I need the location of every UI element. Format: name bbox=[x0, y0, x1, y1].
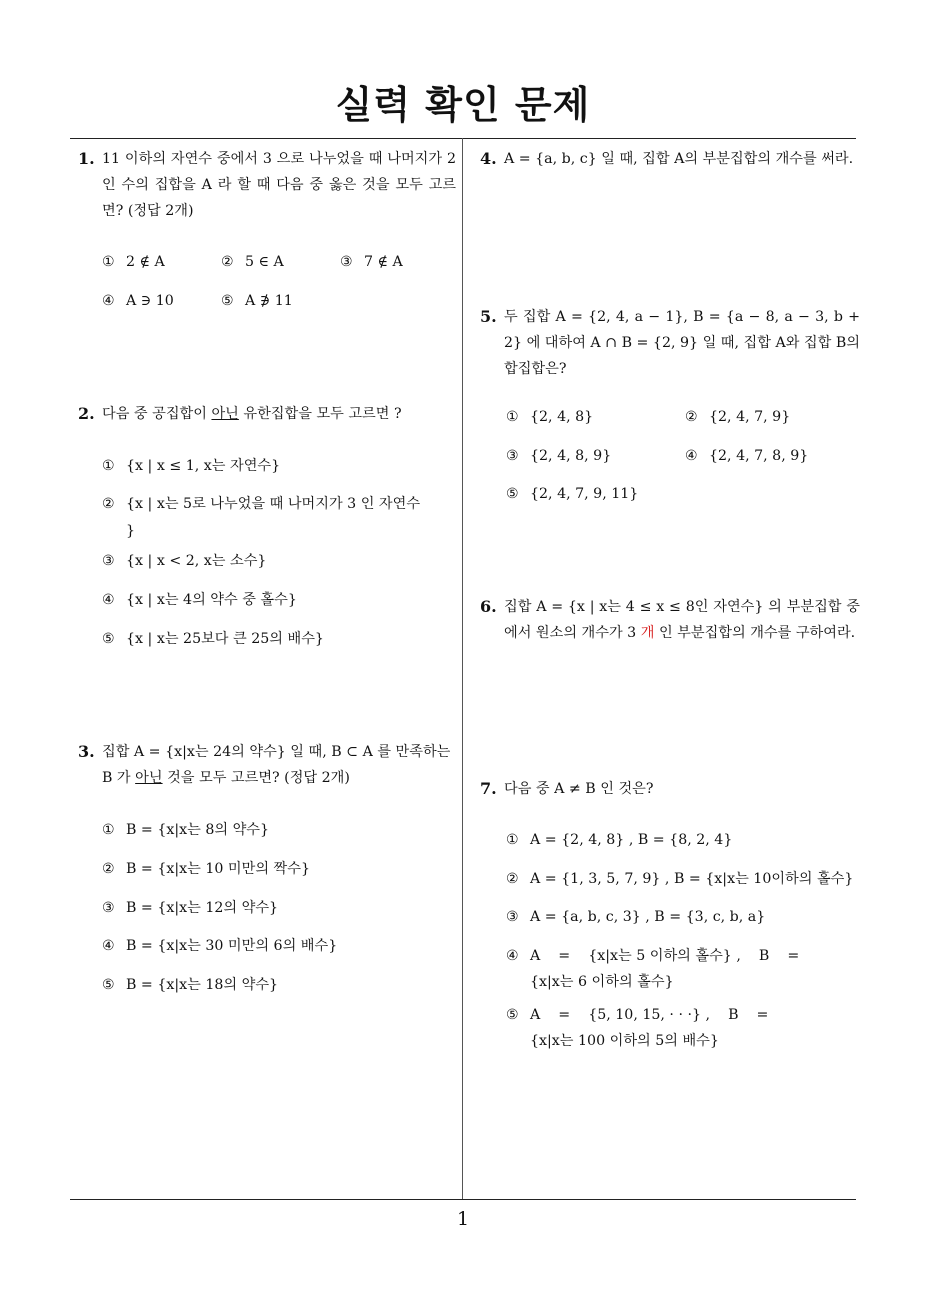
option-5[interactable]: ⑤ {x | x는 25보다 큰 25의 배수} bbox=[102, 631, 324, 647]
option-1[interactable]: ① 2 ∉ A bbox=[102, 254, 165, 270]
problem-1 bbox=[78, 146, 456, 224]
option-text: B = {x|x는 10 미만의 짝수} bbox=[126, 861, 310, 877]
option-text: {x | x는 4의 약수 중 홀수} bbox=[126, 592, 297, 608]
option-text: {2, 4, 8, 9} bbox=[530, 448, 612, 464]
problem-6 bbox=[480, 594, 860, 646]
problem-2 bbox=[78, 401, 456, 427]
option-2[interactable]: ② {x | x는 5로 나누었을 때 나머지가 3 인 자연수 bbox=[102, 496, 421, 512]
option-5-continuation: {x|x는 100 이하의 5의 배수} bbox=[530, 1033, 719, 1049]
option-5[interactable]: ⑤ A = {5, 10, 15, · · ·} , B = bbox=[506, 1007, 769, 1023]
page-number: 1 bbox=[456, 1208, 470, 1230]
option-text: 7 ∉ A bbox=[364, 254, 403, 270]
option-text: B = {x|x는 18의 약수} bbox=[126, 977, 279, 993]
footer-rule bbox=[70, 1199, 856, 1200]
problem-stem: 집합 A = {x | x는 4 ≤ x ≤ 8인 자연수} 의 부분집합 중에서 원소의 개수가 3 개 인 부분집합의 개수를 구하여라. bbox=[504, 599, 860, 641]
problem-number: 1. bbox=[78, 149, 95, 168]
option-text: {2, 4, 7, 8, 9} bbox=[709, 448, 809, 464]
problem-stem: 집합 A = {x|x는 24의 약수} 일 때, B ⊂ A 를 만족하는 B 가 아닌 것을 모두 고르면? (정답 2개) bbox=[102, 744, 451, 786]
option-3[interactable]: ③ {x | x < 2, x는 소수} bbox=[102, 553, 267, 569]
option-text: {x | x < 2, x는 소수} bbox=[126, 553, 267, 569]
option-text: A = {x|x는 5 이하의 홀수} , B = bbox=[530, 948, 800, 964]
problem-5 bbox=[480, 304, 860, 382]
problem-stem: 다음 중 공집합이 아닌 유한집합을 모두 고르면 ? bbox=[102, 406, 402, 422]
option-text: {x | x는 5로 나누었을 때 나머지가 3 인 자연수 bbox=[126, 496, 421, 512]
option-4[interactable]: ④ A ∋ 10 bbox=[102, 293, 174, 309]
problem-number: 7. bbox=[480, 779, 497, 798]
option-3[interactable]: ③ {2, 4, 8, 9} bbox=[506, 448, 612, 464]
option-4[interactable]: ④ {x | x는 4의 약수 중 홀수} bbox=[102, 592, 297, 608]
option-4[interactable]: ④ A = {x|x는 5 이하의 홀수} , B = bbox=[506, 948, 800, 964]
option-1[interactable]: ① {2, 4, 8} bbox=[506, 409, 594, 425]
option-3[interactable]: ③ 7 ∉ A bbox=[340, 254, 403, 270]
option-5[interactable]: ⑤ B = {x|x는 18의 약수} bbox=[102, 977, 279, 993]
page-title: 실력 확인 문제 bbox=[335, 83, 591, 127]
option-2-continuation: } bbox=[126, 523, 136, 539]
option-4[interactable]: ④ {2, 4, 7, 8, 9} bbox=[685, 448, 809, 464]
option-text: {x | x ≤ 1, x는 자연수} bbox=[126, 458, 281, 474]
option-2[interactable]: ② B = {x|x는 10 미만의 짝수} bbox=[102, 861, 310, 877]
option-4[interactable]: ④ B = {x|x는 30 미만의 6의 배수} bbox=[102, 938, 338, 954]
problem-3 bbox=[78, 739, 456, 791]
problem-number: 2. bbox=[78, 404, 95, 423]
problem-7 bbox=[480, 776, 860, 802]
option-2[interactable]: ② A = {1, 3, 5, 7, 9} , B = {x|x는 10이하의 홀수} bbox=[506, 871, 854, 887]
option-5[interactable]: ⑤ {2, 4, 7, 9, 11} bbox=[506, 486, 639, 502]
problem-stem: A = {a, b, c} 일 때, 집합 A의 부분집합의 개수를 써라. bbox=[504, 151, 854, 167]
emphasis-underline: 아닌 bbox=[211, 406, 239, 422]
option-text: A = {a, b, c, 3} , B = {3, c, b, a} bbox=[530, 909, 766, 925]
option-4-continuation: {x|x는 6 이하의 홀수} bbox=[530, 974, 674, 990]
option-text: A = {2, 4, 8} , B = {8, 2, 4} bbox=[530, 832, 733, 848]
option-text: B = {x|x는 8의 약수} bbox=[126, 822, 270, 838]
option-5[interactable]: ⑤ A ∌ 11 bbox=[221, 293, 293, 309]
option-text: {2, 4, 7, 9, 11} bbox=[530, 486, 639, 502]
problem-number: 5. bbox=[480, 307, 497, 326]
option-text: 5 ∈ A bbox=[245, 254, 284, 270]
option-1[interactable]: ① {x | x ≤ 1, x는 자연수} bbox=[102, 458, 281, 474]
option-1[interactable]: ① A = {2, 4, 8} , B = {8, 2, 4} bbox=[506, 832, 733, 848]
option-text: A = {1, 3, 5, 7, 9} , B = {x|x는 10이하의 홀수} bbox=[530, 871, 854, 887]
problem-number: 4. bbox=[480, 149, 497, 168]
option-text: {2, 4, 8} bbox=[530, 409, 594, 425]
option-text: B = {x|x는 30 미만의 6의 배수} bbox=[126, 938, 338, 954]
problem-number: 6. bbox=[480, 597, 497, 616]
problem-4 bbox=[480, 146, 860, 172]
option-1[interactable]: ① B = {x|x는 8의 약수} bbox=[102, 822, 270, 838]
option-text: A ∌ 11 bbox=[245, 293, 293, 309]
highlighted-text: 개 bbox=[640, 625, 655, 641]
problem-stem: 11 이하의 자연수 중에서 3 으로 나누었을 때 나머지가 2 인 수의 집합을 A 라 할 때 다음 중 옳은 것을 모두 고르면? (정답 2개) bbox=[102, 151, 456, 219]
option-text: B = {x|x는 12의 약수} bbox=[126, 900, 279, 916]
problem-stem: 두 집합 A = {2, 4, a − 1}, B = {a − 8, a − 3, b + 2} 에 대하여 A ∩ B = {2, 9} 일 때, 집합 A와 집합 B의 합집합은? bbox=[504, 309, 860, 377]
header-rule bbox=[70, 138, 856, 139]
option-text: A = {5, 10, 15, · · ·} , B = bbox=[530, 1007, 769, 1023]
option-2[interactable]: ② 5 ∈ A bbox=[221, 254, 284, 270]
option-text: {2, 4, 7, 9} bbox=[709, 409, 791, 425]
problem-stem: 다음 중 A ≠ B 인 것은? bbox=[504, 781, 654, 797]
problem-number: 3. bbox=[78, 742, 95, 761]
option-3[interactable]: ③ A = {a, b, c, 3} , B = {3, c, b, a} bbox=[506, 909, 766, 925]
emphasis-underline: 아닌 bbox=[135, 770, 163, 786]
option-text: {x | x는 25보다 큰 25의 배수} bbox=[126, 631, 324, 647]
column-divider bbox=[462, 138, 463, 1200]
option-text: 2 ∉ A bbox=[126, 254, 165, 270]
option-3[interactable]: ③ B = {x|x는 12의 약수} bbox=[102, 900, 279, 916]
option-text: A ∋ 10 bbox=[126, 293, 174, 309]
option-2[interactable]: ② {2, 4, 7, 9} bbox=[685, 409, 791, 425]
